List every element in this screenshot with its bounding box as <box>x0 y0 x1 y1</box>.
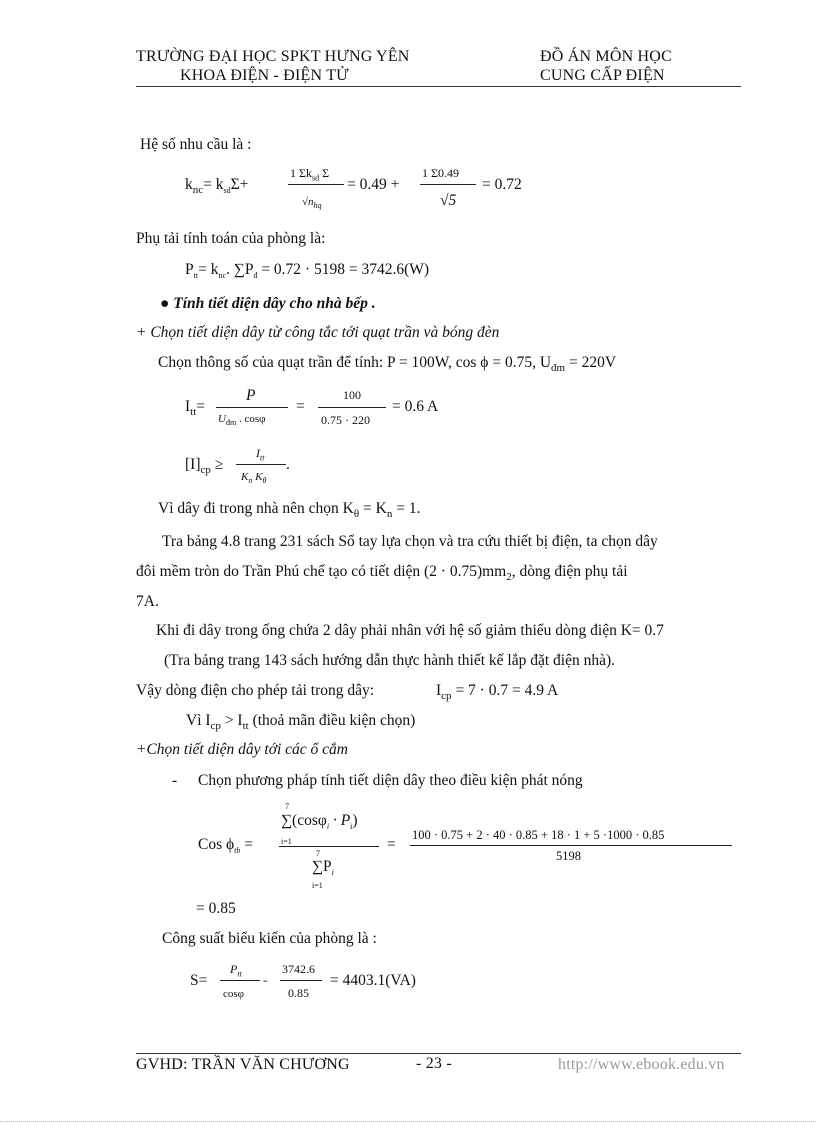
bullet-icon: ● <box>160 295 170 312</box>
fan-params: Chọn thông số của quạt trần để tính: P = 100W, cos ϕ = 0.75, $U_{đm} = 220V$ <box>158 354 617 375</box>
method-text: Chọn phương pháp tính tiết diện dây theo điều kiện phát nóng <box>198 772 583 789</box>
footer-url[interactable]: http://www.ebook.edu.vn <box>558 1056 725 1073</box>
footer-rule <box>136 1053 741 1054</box>
apparent-label: Công suất biểu kiến của phòng là : <box>162 930 377 947</box>
ptt-formula: $P_{tt}= k_{nc}$. $\sum P_đ = 0.72 \cdot 5198 = 3742.6(W)$ <box>185 261 430 281</box>
indoor-text: Vì dây đi trong nhà nên chọn $K_\theta = K_n = 1$. <box>158 500 421 521</box>
allowed-formula: $I_{cp} = 7 \cdot 0.7 = 4.9$ A <box>436 682 559 703</box>
lookup-line-1: Tra bảng 4.8 trang 231 sách Sổ tay lựa chọn và tra cứu thiết bị điện, ta chọn dây <box>162 533 658 550</box>
header-faculty: KHOA ĐIỆN - ĐIỆN TỬ <box>180 67 349 84</box>
header-rule <box>136 86 741 87</box>
socket-heading: +Chọn tiết diện dây tới các ổ cắm <box>136 741 349 758</box>
header-project: ĐỒ ÁN MÔN HỌC <box>540 48 672 65</box>
method-dash: - <box>172 772 178 789</box>
footer-page-number: - 23 - <box>416 1055 452 1072</box>
lookup-line-3: 7A. <box>136 593 159 610</box>
header-subject: CUNG CẤP ĐIỆN <box>540 67 665 84</box>
pipe-line-2: (Tra bảng trang 143 sách hướng dẫn thực hành thiết kế lắp đặt điện nhà). <box>164 652 615 669</box>
pipe-line-1: Khi đi dây trong ống chứa 2 dây phải nhân với hệ số giảm thiểu dòng điện K= 0.7 <box>156 622 664 639</box>
fan-heading: + Chọn tiết diện dây từ công tắc tới quạt trần và bóng đèn <box>136 324 500 341</box>
kitchen-heading: ● Tính tiết diện dây cho nhà bếp . <box>160 295 376 312</box>
cos-result: = 0.85 <box>196 900 236 917</box>
demand-label: Hệ số nhu cầu là : <box>140 136 252 153</box>
header-school: TRƯỜNG ĐẠI HỌC SPKT HƯNG YÊN <box>136 48 410 65</box>
footer-advisor: GVHD: TRẦN VĂN CHƯƠNG <box>136 1056 350 1073</box>
load-label: Phụ tải tính toán của phòng là: <box>136 230 326 247</box>
condition-text: Vì $I_{cp} > I_{tt}$ (thoả mãn điều kiện chọn) <box>186 712 416 733</box>
allowed-label: Vậy dòng điện cho phép tải trong dây: <box>136 682 375 699</box>
page-edge-dots <box>0 1121 816 1122</box>
lookup-line-2: đôi mềm tròn do Trần Phú chế tạo có tiết diện $(2 \cdot 0.75)mm_2$, dòng điện phụ tải <box>136 563 628 584</box>
